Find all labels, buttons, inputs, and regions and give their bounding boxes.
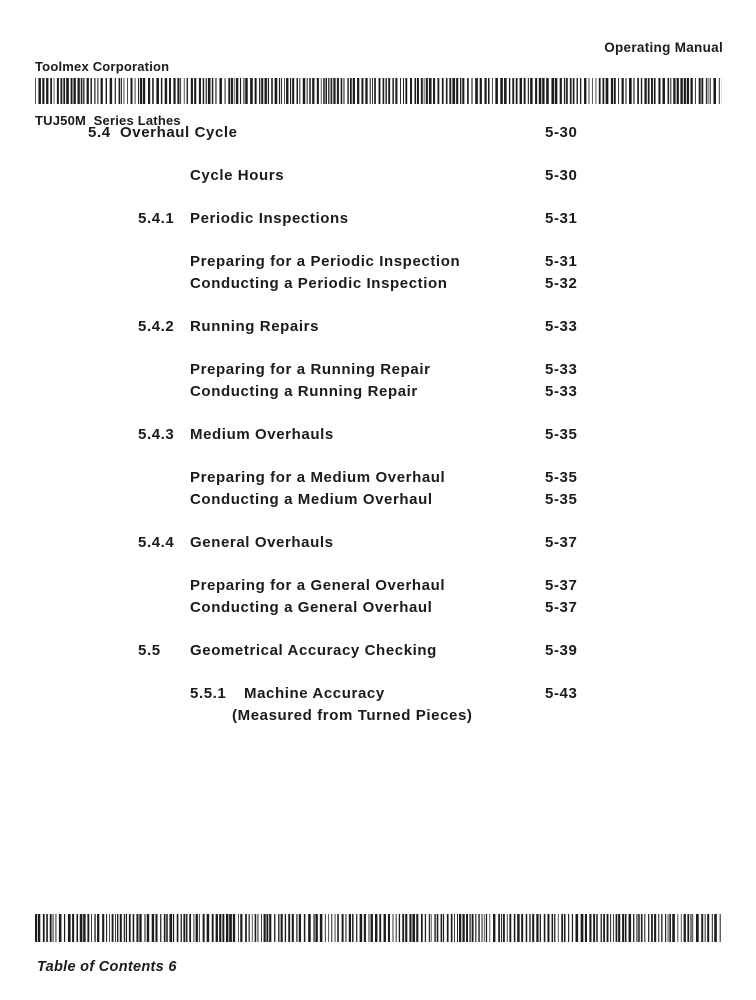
toc-entry-title: Conducting a Medium Overhaul [190, 491, 433, 508]
toc-entry-title: Periodic Inspections [190, 210, 349, 227]
toc-entry-page: 5-30 [545, 167, 578, 184]
toc-entry-number: 5.4.1 [138, 210, 175, 227]
toc-entry-page: 5-37 [545, 534, 578, 551]
toc-entry-title: Preparing for a Medium Overhaul [190, 469, 446, 486]
toc-entry-page: 5-39 [545, 642, 578, 659]
toc-entry-page: 5-33 [545, 383, 578, 400]
toc-entry-page: 5-33 [545, 318, 578, 335]
toc-entry-number: 5.4.4 [138, 534, 175, 551]
toc-entry-page: 5-31 [545, 210, 578, 227]
toc-entry [0, 381, 756, 403]
toc-entry-number: 5.5.1 [190, 685, 227, 702]
toc-entry-page: 5-33 [545, 361, 578, 378]
toc-entry [0, 251, 756, 273]
toc-entry-number: 5.4.2 [138, 318, 175, 335]
toc-entry-title: Geometrical Accuracy Checking [190, 642, 437, 659]
toc-entry [0, 532, 756, 554]
toc-entry-page: 5-37 [545, 577, 578, 594]
toc-entry-title: Machine Accuracy [244, 685, 385, 702]
toc-entry-title: Running Repairs [190, 318, 320, 335]
toc-entry-title: Preparing for a Periodic Inspection [190, 253, 461, 270]
barcode-divider-bottom [35, 914, 722, 942]
toc-list [0, 122, 756, 727]
manual-title: Operating Manual [604, 40, 723, 55]
toc-entry [0, 683, 756, 727]
toc-entry [0, 597, 756, 619]
toc-entry [0, 575, 756, 597]
toc-entry-page: 5-35 [545, 426, 578, 443]
toc-entry-title: Cycle Hours [190, 167, 285, 184]
toc-entry [0, 359, 756, 381]
toc-entry-number: 5.4 [88, 124, 111, 141]
page-footer-label: Table of Contents 6 [37, 959, 177, 975]
toc-entry [0, 273, 756, 295]
toc-entry-title: Preparing for a General Overhaul [190, 577, 446, 594]
toc-entry [0, 208, 756, 230]
toc-entry [0, 165, 756, 187]
toc-entry [0, 640, 756, 662]
toc-entry [0, 489, 756, 511]
toc-entry-page: 5-43 [545, 685, 578, 702]
toc-entry-title: Preparing for a Running Repair [190, 361, 431, 378]
product-line: TUJ50M Series Lathes [35, 113, 181, 128]
toc-entry-page: 5-35 [545, 469, 578, 486]
barcode-divider-top [35, 78, 722, 104]
toc-entry [0, 122, 756, 144]
toc-entry-page: 5-30 [545, 124, 578, 141]
toc-entry [0, 467, 756, 489]
toc-entry-title: Medium Overhauls [190, 426, 334, 443]
toc-entry-title: Conducting a Running Repair [190, 383, 418, 400]
toc-entry-number: 5.4.3 [138, 426, 175, 443]
toc-entry-title-line2: (Measured from Turned Pieces) [232, 707, 473, 724]
toc-entry [0, 316, 756, 338]
toc-entry-title: Conducting a Periodic Inspection [190, 275, 448, 292]
toc-entry-number: 5.5 [138, 642, 161, 659]
toc-entry-page: 5-37 [545, 599, 578, 616]
toc-entry-title: Overhaul Cycle [120, 124, 238, 141]
toc-entry-page: 5-31 [545, 253, 578, 270]
toc-entry-title: Conducting a General Overhaul [190, 599, 433, 616]
toc-entry [0, 424, 756, 446]
toc-entry-title: General Overhauls [190, 534, 334, 551]
company-name: Toolmex Corporation [35, 59, 170, 74]
toc-entry-page: 5-35 [545, 491, 578, 508]
toc-entry-page: 5-32 [545, 275, 578, 292]
